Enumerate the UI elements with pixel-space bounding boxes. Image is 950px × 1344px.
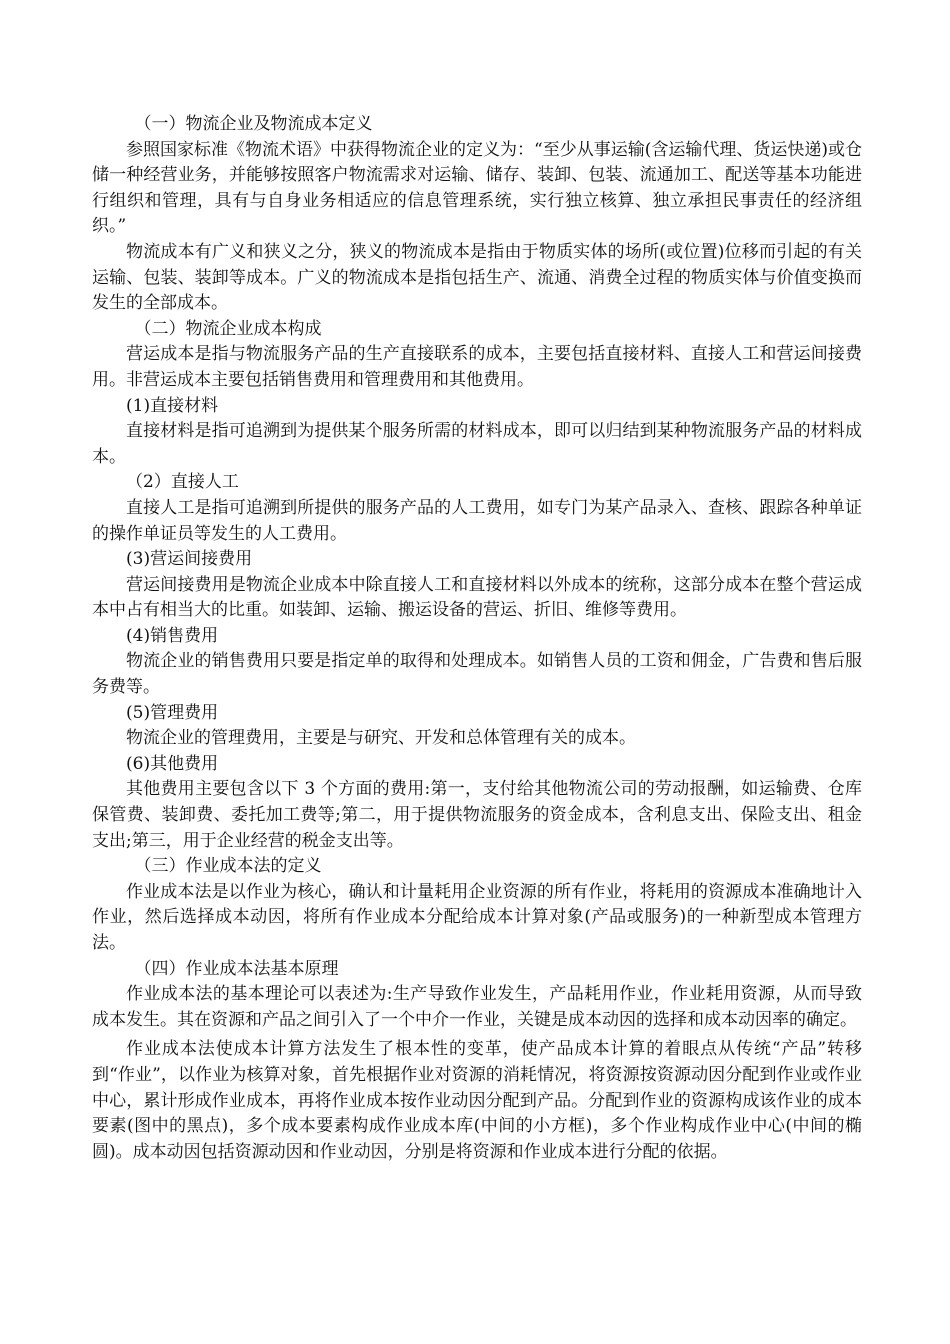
paragraph-abc-theory: 作业成本法的基本理论可以表述为:生产导致作业发生，产品耗用作业，作业耗用资源，从而导致成本发生。其在资源和产品之间引入了一个中介一作业，关键是成本动因的选择和成本动因率的确定。 — [92, 984, 862, 1030]
subheading-direct-materials: (1)直接材料 — [126, 395, 219, 416]
paragraph-logistics-cost-definition: 物流成本有广义和狭义之分，狭义的物流成本是指由于物质实体的场所(或位置)位移而引起的有关运输、包装、装卸等成本。广义的物流成本是指包括生产、流通、消费全过程的物质实体与价值变换而发生的全部成本。 — [92, 241, 862, 314]
subheading-selling-expenses: (4)销售费用 — [126, 625, 219, 646]
paragraph-management-expenses: 物流企业的管理费用，主要是与研究、开发和总体管理有关的成本。 — [126, 728, 636, 749]
paragraph-abc-principle: 作业成本法使成本计算方法发生了根本性的变革，使产品成本计算的着眼点从传统“产品”转移到“作业”，以作业为核算对象，首先根据作业对资源的消耗情况，将资源按资源动因分配到作业或作业中心，累计形成作业成本，再将作业成本按作业动因分配到产品。分配到作业的资源构成该作业的成本要素(图中的黑点)，多个成本要素构成作业成本库(中间的小方框)，多个作业构成作业中心(中间的椭圆)。成本动因包括资源动因和作业动因，分别是将资源和作业成本进行分配的依据。 — [92, 1039, 862, 1162]
paragraph-logistics-enterprise-definition: 参照国家标准《物流术语》中获得物流企业的定义为：“至少从事运输(含运输代理、货运快递)或仓储一种经营业务，并能够按照客户物流需求对运输、储存、装卸、包装、流通加工、配送等基本功能进行组织和管理，具有与自身业务相适应的信息管理系统，实行独立核算、独立承担民事责任的经济组织。” — [92, 139, 862, 237]
paragraph-direct-labor: 直接人工是指可追溯到所提供的服务产品的人工费用，如专门为某产品录入、查核、跟踪各种单证的操作单证员等发生的人工费用。 — [92, 497, 862, 544]
paragraph-selling-expenses: 物流企业的销售费用只要是指定单的取得和处理成本。如销售人员的工资和佣金，广告费和售后服务费等。 — [92, 651, 862, 698]
paragraph-operating-overhead: 营运间接费用是物流企业成本中除直接人工和直接材料以外成本的统称，这部分成本在整个营运成本中占有相当大的比重。如装卸、运输、搬运设备的营运、折旧、维修等费用。 — [92, 574, 862, 621]
section-heading-1: （一）物流企业及物流成本定义 — [134, 114, 373, 134]
paragraph-other-expenses: 其他费用主要包含以下 3 个方面的费用:第一，支付给其他物流公司的劳动报酬，如运输费、仓库保管费、装卸费、委托加工费等;第二，用于提供物流服务的资金成本，含利息支出、保险支出、租金支出;第三，用于企业经营的税金支出等。 — [92, 779, 862, 851]
paragraph-operating-cost: 营运成本是指与物流服务产品的生产直接联系的成本，主要包括直接材料、直接人工和营运间接费用。非营运成本主要包括销售费用和管理费用和其他费用。 — [92, 344, 862, 390]
paragraph-abc-definition: 作业成本法是以作业为核心，确认和计量耗用企业资源的所有作业，将耗用的资源成本准确地计入作业，然后选择成本动因，将所有作业成本分配给成本计算对象(产品或服务)的一种新型成本管理方法。 — [92, 881, 862, 953]
section-heading-4: （四）作业成本法基本原理 — [134, 958, 339, 979]
subheading-operating-overhead: (3)营运间接费用 — [126, 549, 253, 570]
section-heading-2: （二）物流企业成本构成 — [134, 318, 322, 339]
section-heading-3: （三）作业成本法的定义 — [134, 856, 322, 877]
paragraph-direct-materials: 直接材料是指可追溯到为提供某个服务所需的材料成本，即可以归结到某种物流服务产品的材料成本。 — [92, 421, 862, 467]
document-body — [92, 112, 862, 1165]
subheading-management-expenses: (5)管理费用 — [126, 702, 219, 723]
subheading-direct-labor: （2）直接人工 — [126, 472, 239, 493]
subheading-other-expenses: (6)其他费用 — [126, 753, 219, 774]
